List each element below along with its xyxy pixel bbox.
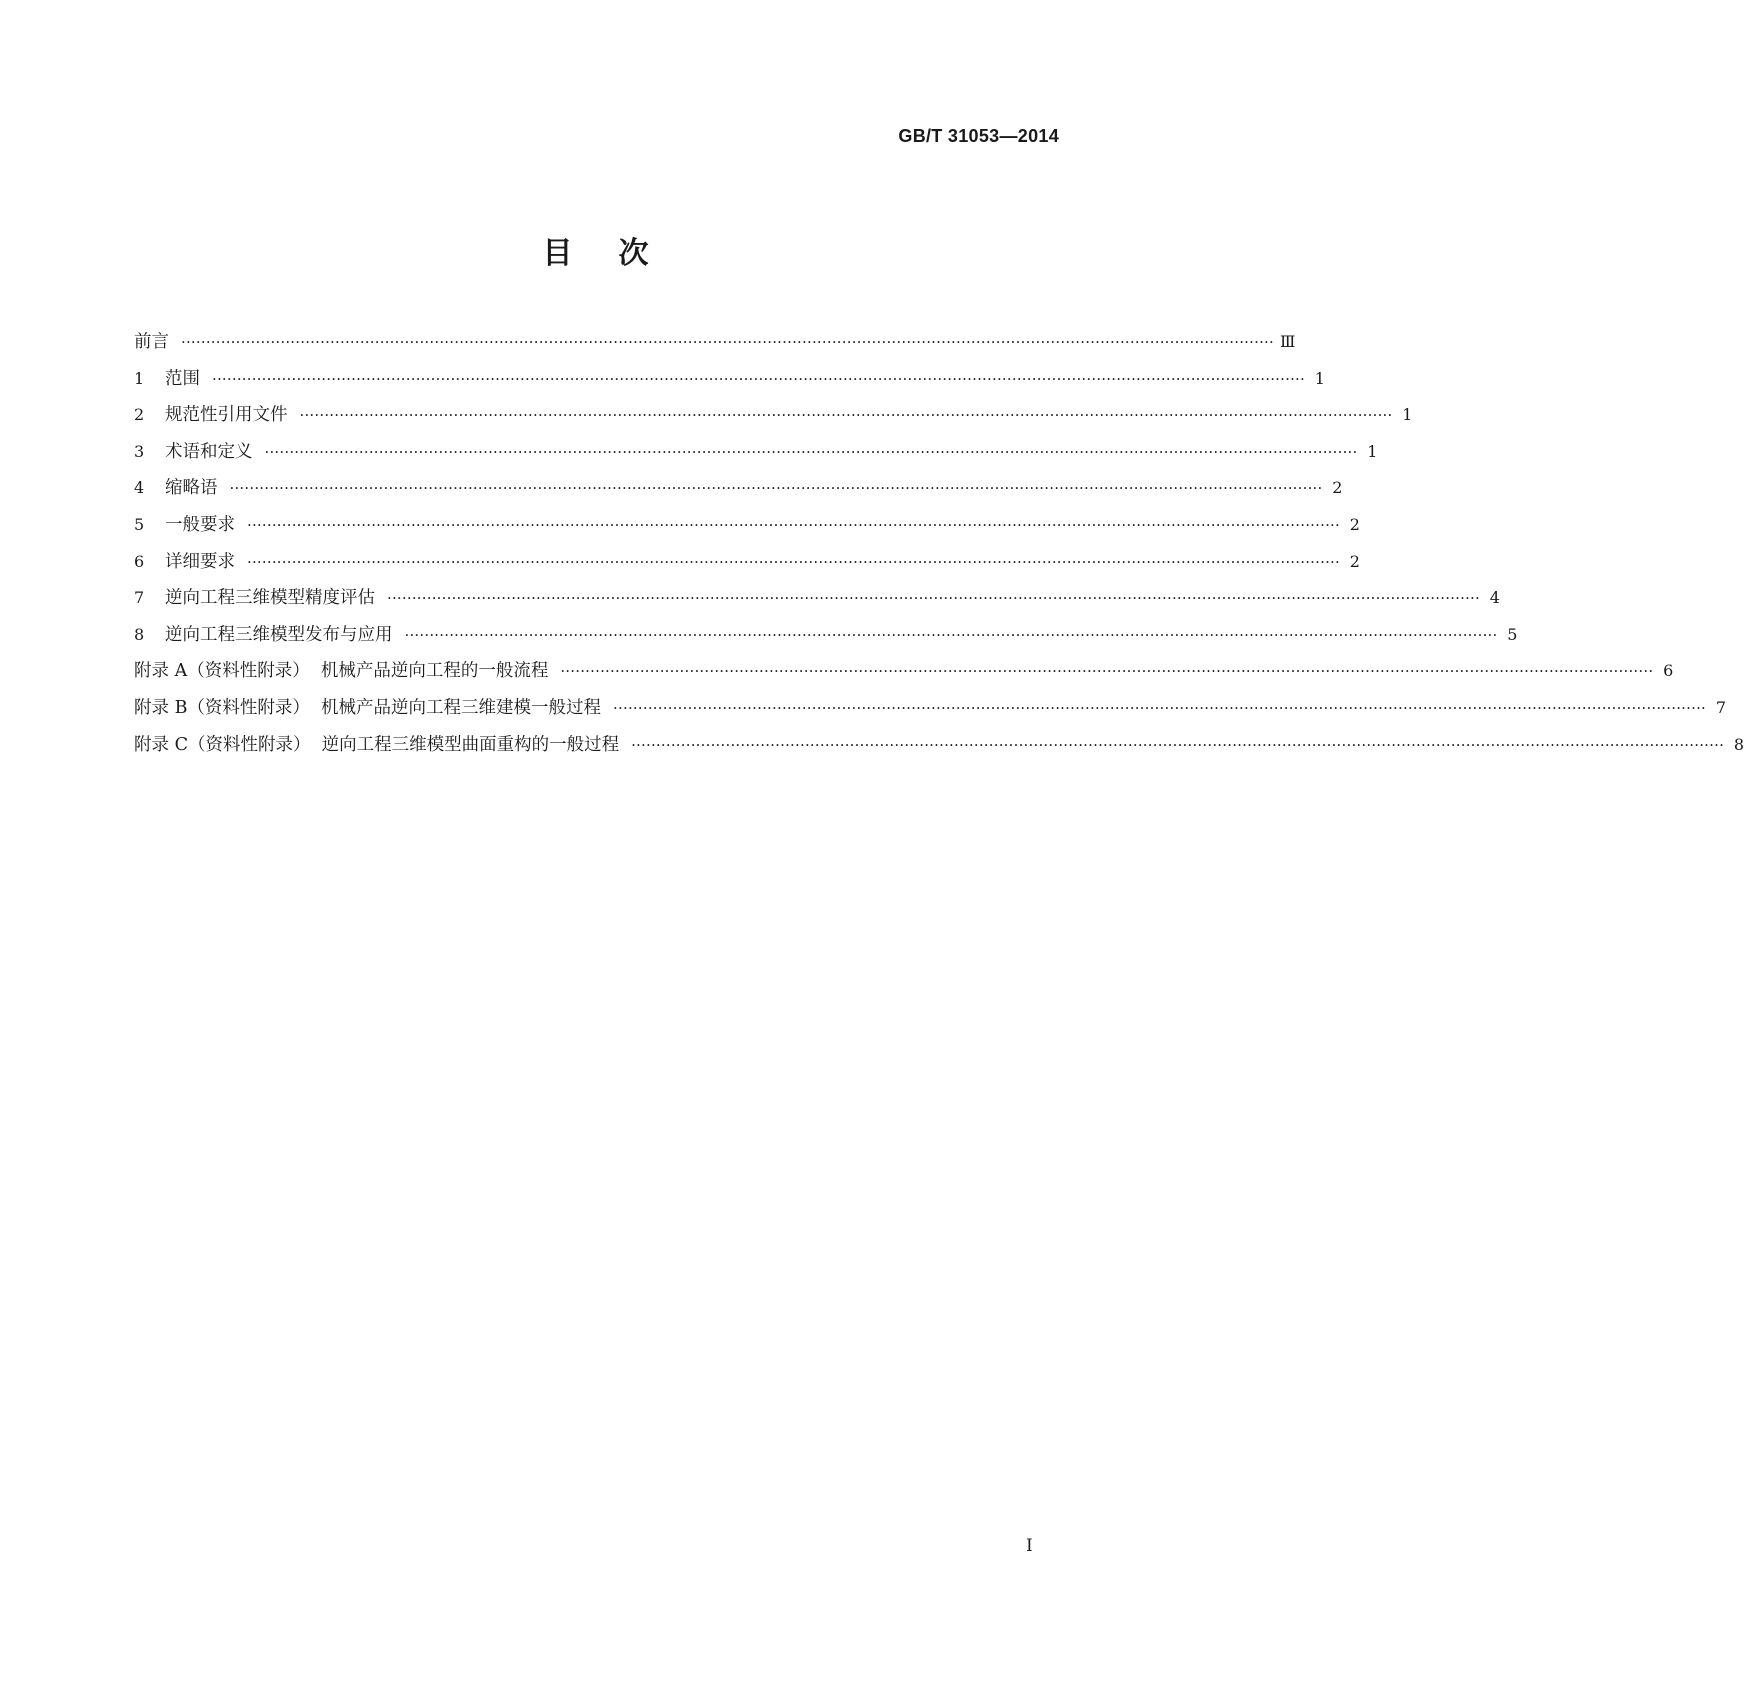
toc-entry-page: 4 [1489,588,1500,608]
toc-dot-leader: ···························································································································································································································· [181,333,1274,351]
page-title: 目次 [542,236,695,271]
toc-entry[interactable] [134,617,1518,654]
toc-entry-label: 逆向工程三维模型发布与应用 [165,624,393,645]
standard-code: GB/T 31053—2014 [898,126,1059,146]
table-of-contents [134,324,1744,763]
toc-dot-leader: ···························································································································································································································· [229,479,1323,498]
toc-entry-label: 附录 B（资料性附录） 机械产品逆向工程三维建模一般过程 [134,697,602,718]
toc-entry-page: 8 [1733,734,1744,754]
toc-entry-page: 1 [1314,368,1325,388]
toc-entry-label: 详细要求 [165,551,235,572]
toc-entry-number: 1 [134,368,145,388]
toc-entry-number: 3 [134,441,145,461]
toc-entry-number: 5 [134,514,145,534]
toc-entry-label: 附录 C（资料性附录） 逆向工程三维模型曲面重构的一般过程 [134,734,620,755]
toc-entry-page: 6 [1663,661,1674,681]
toc-entry-page: 1 [1402,405,1413,425]
toc-entry-page: Ⅲ [1279,332,1296,351]
toc-entry[interactable] [134,324,1296,361]
toc-dot-leader: ···························································································································································································································· [613,698,1707,717]
toc-entry-annex[interactable] [134,690,1727,727]
toc-dot-leader: ···························································································································································································································· [387,589,1480,608]
toc-entry-number: 4 [134,478,145,498]
toc-entry[interactable] [134,434,1378,471]
toc-dot-leader: ···························································································································································································································· [247,552,1340,571]
toc-entry[interactable] [134,361,1325,398]
toc-dot-leader: ···························································································································································································································· [247,515,1340,534]
toc-entry-label: 前言 [134,332,169,352]
toc-entry-label: 缩略语 [165,478,218,499]
toc-dot-leader: ···························································································································································································································· [404,625,1498,644]
toc-entry-label: 逆向工程三维模型精度评估 [165,588,375,609]
toc-dot-leader: ···························································································································································································································· [264,442,1358,461]
toc-entry-label: 范围 [165,368,200,389]
toc-entry-annex[interactable] [134,727,1744,764]
toc-entry[interactable] [134,507,1360,544]
toc-entry-label: 术语和定义 [165,441,253,462]
toc-entry-label: 一般要求 [165,514,235,535]
toc-entry[interactable] [134,580,1500,617]
toc-entry[interactable] [134,544,1360,581]
toc-entry-page: 2 [1349,551,1360,571]
toc-entry[interactable] [134,397,1413,434]
toc-entry-page: 5 [1507,624,1518,644]
toc-dot-leader: ···························································································································································································································· [212,369,1305,388]
page-number: I [1026,1536,1033,1556]
toc-entry-label: 规范性引用文件 [165,405,288,426]
toc-dot-leader: ···························································································································································································································· [560,662,1654,681]
toc-entry-number: 7 [134,588,145,608]
toc-dot-leader: ···························································································································································································································· [631,735,1725,754]
toc-dot-leader: ···························································································································································································································· [299,406,1393,425]
toc-entry-number: 6 [134,551,145,571]
toc-entry-number: 8 [134,624,145,644]
toc-entry-number: 2 [134,405,145,425]
toc-entry-annex[interactable] [134,653,1674,690]
toc-entry-label: 附录 A（资料性附录） 机械产品逆向工程的一般流程 [134,661,549,682]
toc-entry-page: 1 [1367,441,1378,461]
toc-entry[interactable] [134,470,1343,507]
toc-entry-page: 7 [1715,697,1727,717]
toc-entry-page: 2 [1332,478,1343,498]
toc-entry-page: 2 [1349,514,1360,534]
